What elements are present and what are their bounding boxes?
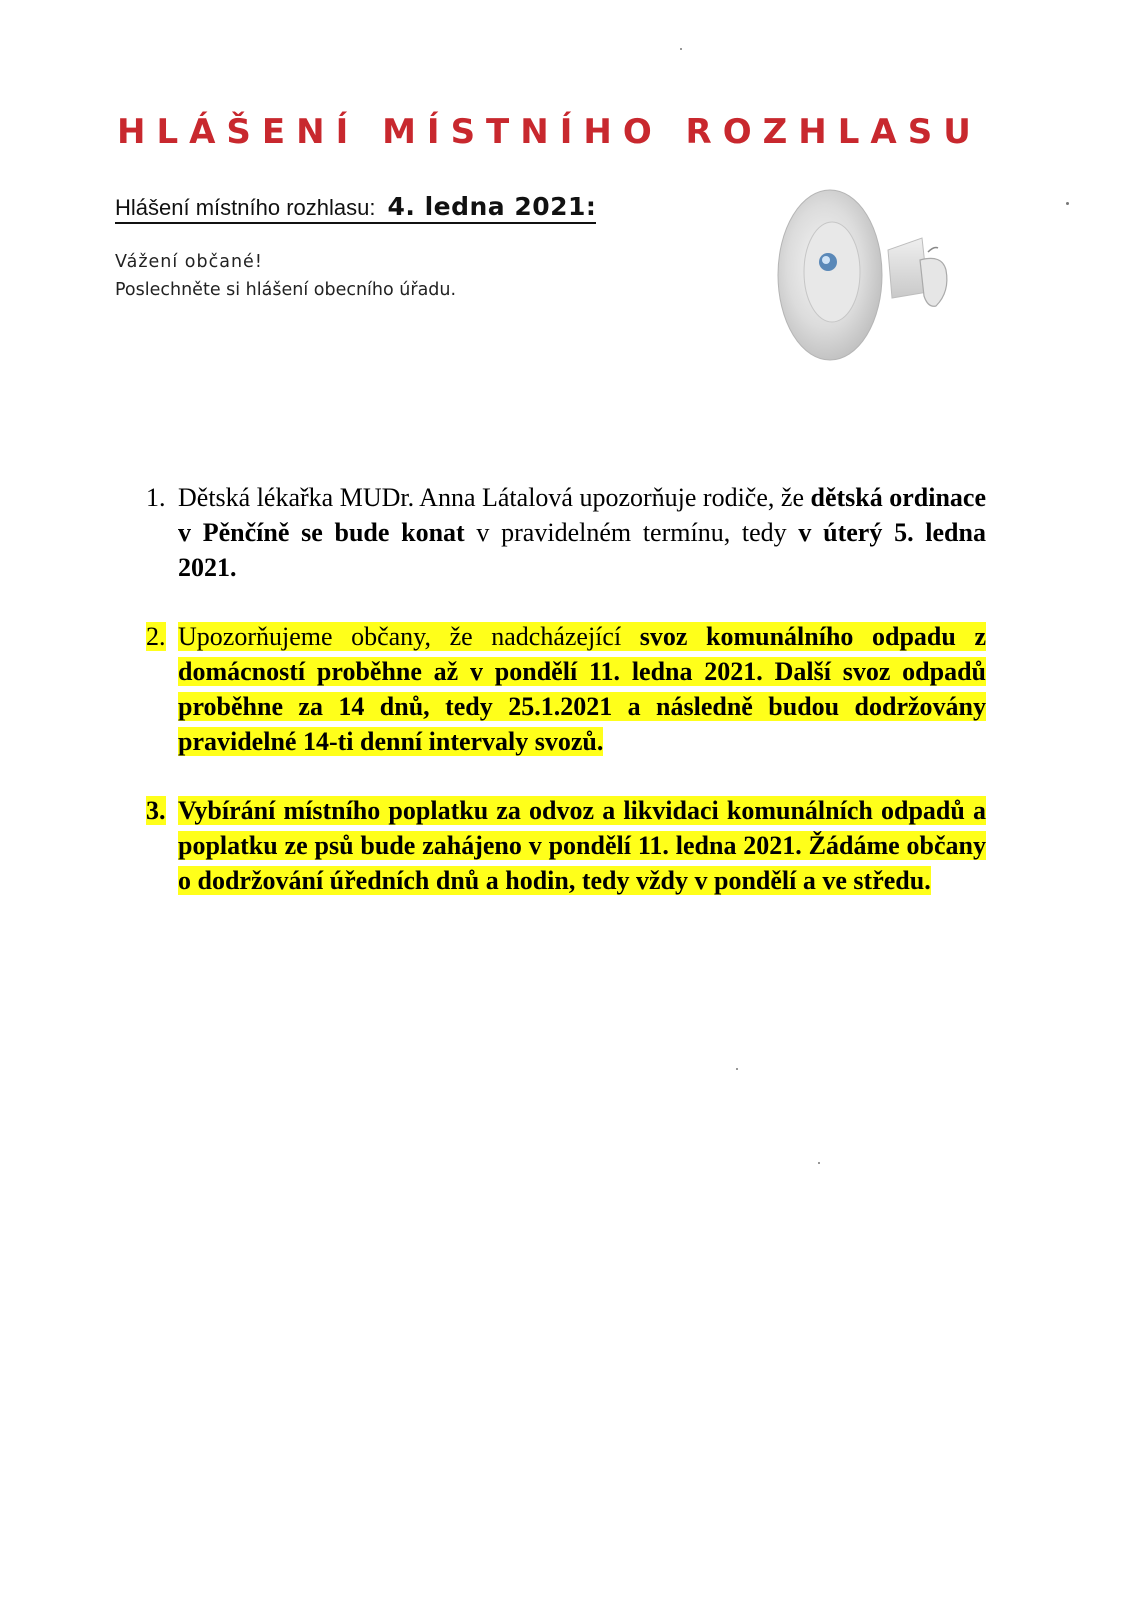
greeting: Vážení občané! bbox=[115, 252, 263, 272]
item-text bbox=[178, 480, 986, 585]
item-text-emphasis: svoz komunálního odpadu z domácností proběhne až v pondělí 11. ledna 2021. Další svoz odpadů proběhne za 14 dnů, tedy 25.1.2021 a následně budou dodržovány pravidelné 14-ti denní intervaly svozů. bbox=[178, 622, 986, 756]
scan-speck bbox=[1066, 202, 1069, 205]
scan-speck bbox=[736, 1068, 738, 1070]
item-text-part: Upozorňujeme občany, že nadcházející bbox=[178, 622, 640, 651]
scan-speck bbox=[818, 1162, 820, 1164]
item-number bbox=[146, 793, 178, 898]
announcement-date: 4. ledna 2021: bbox=[387, 192, 597, 221]
list-item bbox=[146, 480, 998, 585]
item-text-highlight bbox=[178, 622, 986, 756]
megaphone-icon bbox=[770, 180, 960, 380]
item-number bbox=[146, 619, 178, 759]
announcement-list bbox=[146, 480, 998, 932]
list-item bbox=[146, 793, 998, 898]
item-text-part: v pravidelném termínu, tedy bbox=[464, 518, 799, 547]
announcement-label: Hlášení místního rozhlasu: bbox=[115, 195, 376, 220]
item-text bbox=[178, 619, 986, 759]
item-number-highlight: 2. bbox=[146, 622, 166, 651]
list-item bbox=[146, 619, 998, 759]
item-text-part: Dětská lékařka MUDr. Anna Látalová upozorňuje rodiče, že bbox=[178, 483, 811, 512]
intro-text: Poslechněte si hlášení obecního úřadu. bbox=[115, 280, 457, 300]
item-text-highlight: Vybírání místního poplatku za odvoz a likvidaci komunálních odpadů a poplatku ze psů bude zahájeno v pondělí 11. ledna 2021. Žádáme občany o dodržování úředních dnů a hodin, tedy vždy v pondělí a ve středu. bbox=[178, 796, 986, 895]
item-number-highlight: 3. bbox=[146, 796, 166, 825]
scan-speck bbox=[680, 48, 682, 50]
item-text-emphasis: v úterý 5. ledna 2021. bbox=[178, 518, 986, 582]
document-title: HLÁŠENÍ MÍSTNÍHO ROZHLASU bbox=[117, 112, 982, 152]
greeting-block bbox=[115, 248, 456, 304]
announcement-date-line bbox=[115, 192, 596, 224]
item-text-emphasis: dětská ordinace v Pěnčíně se bude konat bbox=[178, 483, 987, 547]
item-number: 1. bbox=[146, 483, 166, 512]
item-text bbox=[178, 793, 986, 898]
